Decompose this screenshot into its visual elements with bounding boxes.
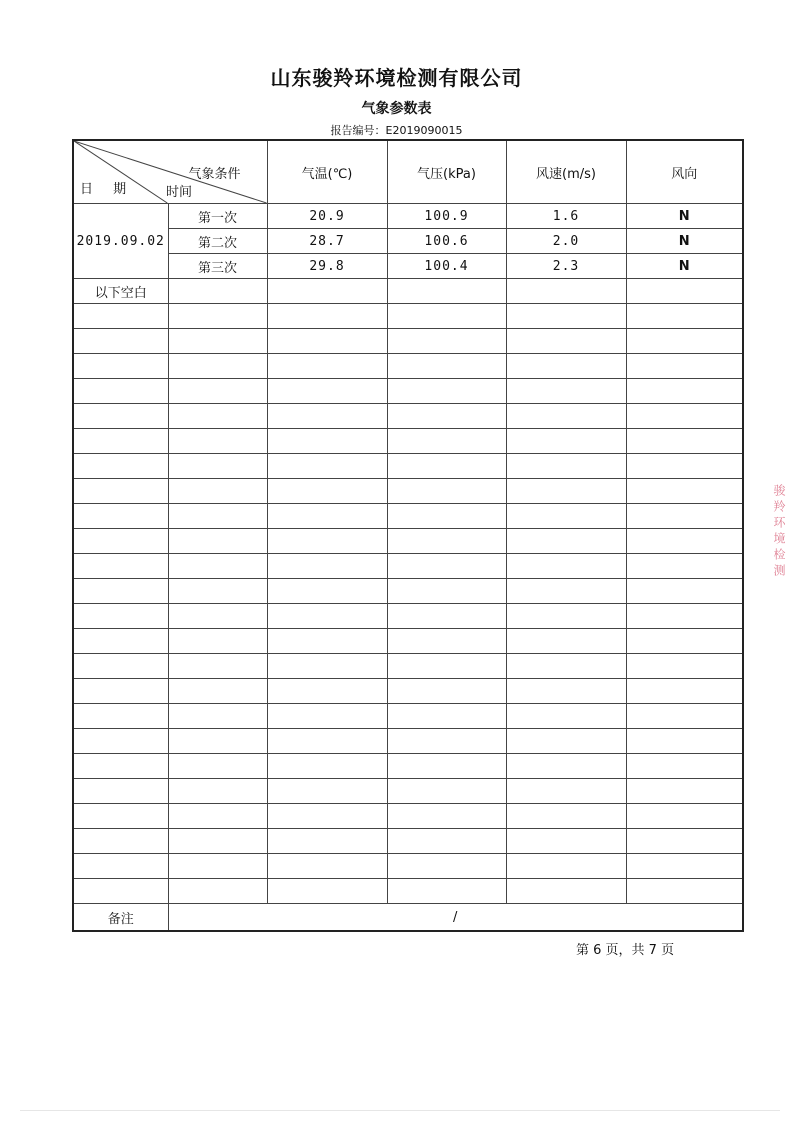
empty-cell <box>387 804 506 829</box>
empty-cell <box>267 879 387 904</box>
header-wind-speed: 风速(m/s) <box>506 140 626 204</box>
table-row <box>73 204 743 229</box>
company-name: 山东骏羚环境检测有限公司 <box>270 66 523 90</box>
empty-cell <box>626 354 743 379</box>
empty-cell <box>73 879 168 904</box>
wind-speed-cell: 2.3 <box>506 254 626 279</box>
empty-cell <box>387 479 506 504</box>
empty-cell <box>267 754 387 779</box>
empty-row <box>73 454 743 479</box>
empty-cell <box>506 804 626 829</box>
empty-cell <box>626 429 743 454</box>
empty-cell <box>73 629 168 654</box>
empty-cell <box>73 354 168 379</box>
empty-cell <box>626 379 743 404</box>
header-date: 日 期 <box>80 182 135 197</box>
empty-cell <box>626 704 743 729</box>
empty-cell <box>626 854 743 879</box>
empty-cell <box>267 279 387 304</box>
empty-cell <box>626 479 743 504</box>
empty-cell <box>168 554 267 579</box>
empty-cell <box>267 404 387 429</box>
empty-cell <box>626 829 743 854</box>
empty-cell <box>267 329 387 354</box>
empty-cell <box>506 654 626 679</box>
remark-value: / <box>168 904 743 932</box>
empty-cell <box>168 779 267 804</box>
empty-cell <box>506 504 626 529</box>
empty-row <box>73 729 743 754</box>
empty-cell <box>506 629 626 654</box>
empty-cell <box>267 829 387 854</box>
empty-cell <box>267 304 387 329</box>
empty-cell <box>387 504 506 529</box>
empty-cell <box>626 454 743 479</box>
empty-cell <box>267 379 387 404</box>
empty-cell <box>387 404 506 429</box>
empty-cell <box>506 754 626 779</box>
empty-cell <box>73 854 168 879</box>
empty-cell <box>168 329 267 354</box>
empty-cell <box>73 829 168 854</box>
empty-cell <box>387 329 506 354</box>
empty-cell <box>387 879 506 904</box>
empty-cell <box>267 579 387 604</box>
empty-row <box>73 354 743 379</box>
empty-cell <box>387 829 506 854</box>
empty-cell <box>267 429 387 454</box>
empty-cell <box>626 629 743 654</box>
empty-cell <box>73 579 168 604</box>
empty-cell <box>168 279 267 304</box>
empty-cell <box>168 604 267 629</box>
remark-row <box>73 904 743 932</box>
empty-cell <box>506 479 626 504</box>
page-number: 第 6 页，共 7 页 <box>576 943 675 958</box>
empty-cell <box>387 754 506 779</box>
empty-cell <box>267 704 387 729</box>
table-row <box>73 279 743 304</box>
empty-row <box>73 704 743 729</box>
empty-row <box>73 779 743 804</box>
empty-cell <box>267 354 387 379</box>
empty-cell <box>73 429 168 454</box>
empty-row <box>73 429 743 454</box>
empty-row <box>73 879 743 904</box>
empty-cell <box>626 879 743 904</box>
empty-row <box>73 829 743 854</box>
empty-cell <box>168 679 267 704</box>
empty-cell <box>626 729 743 754</box>
blank-note: 以下空白 <box>73 279 168 304</box>
empty-cell <box>506 679 626 704</box>
empty-cell <box>168 429 267 454</box>
empty-cell <box>73 504 168 529</box>
empty-cell <box>506 379 626 404</box>
empty-cell <box>626 679 743 704</box>
empty-cell <box>506 429 626 454</box>
empty-cell <box>267 554 387 579</box>
empty-cell <box>168 804 267 829</box>
empty-cell <box>168 579 267 604</box>
empty-cell <box>73 779 168 804</box>
empty-cell <box>73 554 168 579</box>
empty-cell <box>168 654 267 679</box>
empty-cell <box>506 604 626 629</box>
empty-row <box>73 504 743 529</box>
date-cell: 2019.09.02 <box>73 204 168 279</box>
empty-cell <box>506 404 626 429</box>
empty-cell <box>387 554 506 579</box>
empty-cell <box>626 529 743 554</box>
empty-cell <box>73 804 168 829</box>
empty-cell <box>506 454 626 479</box>
header-temp: 气温(℃) <box>267 140 387 204</box>
empty-cell <box>387 629 506 654</box>
empty-cell <box>506 554 626 579</box>
temp-cell: 20.9 <box>267 204 387 229</box>
empty-cell <box>267 454 387 479</box>
empty-row <box>73 679 743 704</box>
empty-cell <box>73 704 168 729</box>
empty-cell <box>506 279 626 304</box>
empty-row <box>73 604 743 629</box>
time-cell: 第一次 <box>168 204 267 229</box>
empty-cell <box>626 329 743 354</box>
time-cell: 第二次 <box>168 229 267 254</box>
empty-cell <box>73 679 168 704</box>
empty-cell <box>387 779 506 804</box>
empty-row <box>73 804 743 829</box>
empty-cell <box>506 354 626 379</box>
empty-cell <box>387 604 506 629</box>
empty-cell <box>267 529 387 554</box>
pressure-cell: 100.4 <box>387 254 506 279</box>
empty-cell <box>387 279 506 304</box>
empty-row <box>73 754 743 779</box>
wind-direction-cell: N <box>626 204 743 229</box>
empty-row <box>73 479 743 504</box>
empty-cell <box>73 529 168 554</box>
empty-cell <box>168 404 267 429</box>
empty-cell <box>267 729 387 754</box>
header-condition: 气象条件 <box>188 167 241 182</box>
diagonal-header-cell <box>73 140 267 204</box>
empty-cell <box>168 754 267 779</box>
empty-cell <box>387 729 506 754</box>
header-pressure: 气压(kPa) <box>387 140 506 204</box>
empty-cell <box>73 479 168 504</box>
scan-edge-line <box>20 1110 780 1111</box>
empty-cell <box>168 829 267 854</box>
weather-parameter-table <box>72 139 744 932</box>
report-number-value: E2019090015 <box>385 124 463 137</box>
empty-row <box>73 379 743 404</box>
table-header-row <box>73 140 743 204</box>
empty-cell <box>168 379 267 404</box>
empty-cell <box>267 779 387 804</box>
empty-cell <box>626 604 743 629</box>
empty-rows <box>73 304 743 904</box>
empty-cell <box>267 679 387 704</box>
empty-row <box>73 854 743 879</box>
empty-cell <box>626 554 743 579</box>
wind-direction-cell: N <box>626 254 743 279</box>
empty-cell <box>267 654 387 679</box>
empty-cell <box>267 604 387 629</box>
table-row <box>73 229 743 254</box>
empty-cell <box>506 529 626 554</box>
empty-cell <box>168 454 267 479</box>
empty-cell <box>73 654 168 679</box>
empty-cell <box>168 854 267 879</box>
empty-cell <box>626 804 743 829</box>
wind-speed-cell: 1.6 <box>506 204 626 229</box>
empty-cell <box>73 454 168 479</box>
empty-cell <box>73 404 168 429</box>
temp-cell: 29.8 <box>267 254 387 279</box>
empty-cell <box>73 754 168 779</box>
empty-cell <box>387 679 506 704</box>
empty-row <box>73 579 743 604</box>
empty-cell <box>168 704 267 729</box>
wind-direction-cell: N <box>626 229 743 254</box>
empty-row <box>73 304 743 329</box>
empty-cell <box>626 279 743 304</box>
empty-cell <box>626 779 743 804</box>
empty-cell <box>387 529 506 554</box>
empty-cell <box>267 804 387 829</box>
temp-cell: 28.7 <box>267 229 387 254</box>
empty-cell <box>267 629 387 654</box>
empty-cell <box>626 304 743 329</box>
side-stamp: 骏羚环境检测 <box>772 484 786 580</box>
empty-cell <box>73 729 168 754</box>
empty-cell <box>626 579 743 604</box>
remark-label: 备注 <box>73 904 168 932</box>
empty-cell <box>387 354 506 379</box>
empty-cell <box>168 479 267 504</box>
empty-cell <box>506 579 626 604</box>
empty-row <box>73 554 743 579</box>
empty-cell <box>626 504 743 529</box>
empty-cell <box>506 304 626 329</box>
empty-cell <box>506 729 626 754</box>
empty-cell <box>626 404 743 429</box>
empty-row <box>73 329 743 354</box>
empty-row <box>73 529 743 554</box>
header-wind-direction: 风向 <box>626 140 743 204</box>
empty-cell <box>168 629 267 654</box>
empty-row <box>73 404 743 429</box>
empty-cell <box>387 379 506 404</box>
report-number <box>0 122 793 138</box>
empty-row <box>73 629 743 654</box>
empty-cell <box>168 354 267 379</box>
empty-cell <box>387 854 506 879</box>
wind-speed-cell: 2.0 <box>506 229 626 254</box>
form-title: 气象参数表 <box>361 101 432 117</box>
empty-cell <box>73 379 168 404</box>
empty-cell <box>506 704 626 729</box>
empty-cell <box>267 854 387 879</box>
empty-cell <box>387 304 506 329</box>
pressure-cell: 100.6 <box>387 229 506 254</box>
table-row <box>73 254 743 279</box>
empty-cell <box>168 504 267 529</box>
empty-cell <box>168 879 267 904</box>
empty-cell <box>267 479 387 504</box>
pressure-cell: 100.9 <box>387 204 506 229</box>
empty-cell <box>506 829 626 854</box>
empty-cell <box>387 454 506 479</box>
empty-cell <box>506 329 626 354</box>
empty-cell <box>387 429 506 454</box>
empty-cell <box>626 754 743 779</box>
empty-cell <box>387 704 506 729</box>
empty-cell <box>168 729 267 754</box>
empty-cell <box>506 879 626 904</box>
empty-cell <box>73 604 168 629</box>
empty-cell <box>73 304 168 329</box>
empty-cell <box>267 504 387 529</box>
empty-cell <box>506 854 626 879</box>
report-number-label: 报告编号： <box>330 124 386 137</box>
empty-cell <box>73 329 168 354</box>
time-cell: 第三次 <box>168 254 267 279</box>
empty-cell <box>506 779 626 804</box>
empty-cell <box>387 579 506 604</box>
empty-cell <box>168 304 267 329</box>
empty-cell <box>626 654 743 679</box>
empty-row <box>73 654 743 679</box>
header-time: 时间 <box>166 185 193 200</box>
empty-cell <box>168 529 267 554</box>
empty-cell <box>387 654 506 679</box>
